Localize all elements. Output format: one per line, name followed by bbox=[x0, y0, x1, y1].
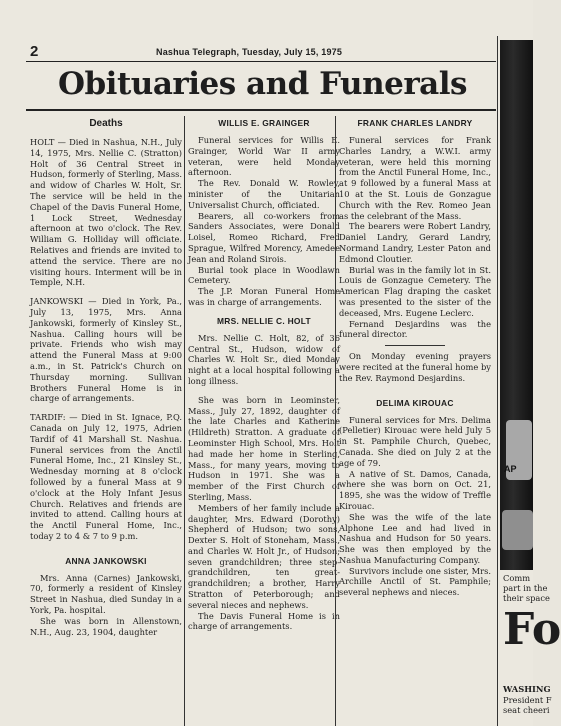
obit-heading-kirouac: DELIMA KIROUAC bbox=[376, 397, 454, 408]
paragraph: Members of her family include a daughter, Mrs. Edward (Dorothy) Shepherd of Hudson; two sons, Dexter S. Holt of Stoneham, Mass., and Charles W. Holt Jr., of Hudson; seven grandchildren; three step-grandchildren, ten great-grandchildren; a brother, Harry Stratton of Peterborough; and several nieces and nephews. bbox=[188, 502, 340, 610]
notice-holt: HOLT — Died in Nashua, N.H., July 14, 1975, Mrs. Nellie C. (Stratton) Holt of 36 Central Street in Hudson, formerly of Sterling, Mass. and widow of Charles W. Holt, Sr. The service will be held in the Chapel of the Davis Funeral Home, 1 Lock Street, Wednesday afternoon at two o'clock. The Rev. William G. Holliday will officiate. Relatives and friends are invited to attend the service. There are no visiting hours. Interment will be in Temple, N.H. bbox=[30, 137, 182, 288]
adjacent-line: President F bbox=[503, 694, 552, 705]
paragraph: She was the wife of the late Alphone Lee and had lived in Nashua and Hudson for 50 years. She was then employed by the Nashua Manufacturing Company. bbox=[339, 511, 491, 565]
notice-jankowski: JANKOWSKI — Died in York, Pa., July 13, 1975, Mrs. Anna Jankowski, formerly of Kinsley St., Nashua. Calling hours will be private. Friends who wish may attend the Funeral Mass at 9:00 a.m., in St. Patrick's Church on Thursday morning. Sullivan Brothers Funeral Home is in charge of arrangements. bbox=[30, 296, 182, 404]
adjacent-body bbox=[503, 684, 552, 716]
obit-heading-holt: MRS. NELLIE C. HOLT bbox=[217, 315, 311, 326]
paragraph: Burial took place in Woodlawn Cemetery. bbox=[188, 264, 340, 286]
paragraph: Fernand Desjardins was the funeral director. bbox=[339, 318, 491, 340]
header-rule bbox=[26, 61, 496, 62]
adjacent-headline: Fo bbox=[503, 604, 561, 655]
short-rule bbox=[385, 345, 445, 346]
section-heading: Deaths bbox=[89, 118, 123, 129]
page-title: Obituaries and Funerals bbox=[58, 66, 467, 102]
paragraph: She was born in Leominster, Mass., July 27, 1892, daughter of the late Charles and Katherine (Hildreth) Stratton. A graduate of Leominster High School, Mrs. Holt had made her home in Sterling, Mass., for many years, moving to Hudson in 1971. She was a member of the First Church of Sterling, Mass. bbox=[188, 394, 340, 502]
paragraph: She was born in Allenstown, N.H., Aug. 23, 1904, daughter bbox=[30, 615, 182, 637]
obit-heading-grainger: WILLIS E. GRAINGER bbox=[218, 118, 310, 128]
title-rule bbox=[26, 109, 496, 111]
photo-caption: Comm bbox=[503, 573, 531, 583]
obit-heading-jankowski: ANNA JANKOWSKI bbox=[65, 555, 147, 566]
photo-caption: their space bbox=[503, 593, 550, 603]
notice-tardif: TARDIF: — Died in St. Ignace, P.Q. Canada on July 12, 1975, Adrien Tardif of 41 Marshall St. Nashua. Funeral services from the Anctil Funeral Home, Inc., 21 Kinsley St., Wednesday morning at 8 o'clock followed by a funeral Mass at 9 o'clock at the Holy Infant Jesus Church. Relatives and friends are invited to attend. Calling hours at the Anctil Funeral Home, Inc., today 2 to 4 & 7 to 9 p.m. bbox=[30, 412, 182, 541]
column-landry-kirouac bbox=[339, 118, 491, 598]
paragraph: Survivors include one sister, Mrs. Archille Anctil of St. Pamphile; several nephews and nieces. bbox=[339, 565, 491, 598]
column-grainger-holt bbox=[188, 118, 340, 632]
paragraph: A native of St. Damos, Canada, where she was born on Oct. 21, 1895, she was the widow of Treffle Kirouac. bbox=[339, 468, 491, 511]
page-number: 2 bbox=[30, 43, 39, 60]
paragraph: The Rev. Donald W. Rowley, minister of the Unitarian Universalist Church, officiated. bbox=[188, 178, 340, 210]
adjacent-line: WASHING bbox=[503, 684, 551, 694]
paragraph: Bearers, all co-workers from Sanders Associates, were Donald Loisel, Romeo Richard, Fred Sprague, Wilfred Morency, Amedee Jean and Roland Sirois. bbox=[188, 210, 340, 264]
photo-caption: part in the bbox=[503, 583, 548, 593]
column-divider bbox=[184, 116, 185, 726]
adjacent-line: seat cheeri bbox=[503, 705, 550, 715]
column-deaths bbox=[30, 118, 182, 637]
paragraph: Funeral services for Frank Charles Landry, a W.W.I. army veteran, were held this morning from the Anctil Funeral Home, Inc., at 9 followed by a funeral Mass at 10 at the St. Louis de Gonzague Church with the Rev. Romeo Jean as the celebrant of the Mass. bbox=[339, 135, 491, 221]
column-divider bbox=[335, 116, 336, 726]
paragraph: The bearers were Robert Landry, Daniel Landry, Gerard Landry, Normand Landry, Lester Paton and Edmond Cloutier. bbox=[339, 221, 491, 264]
paragraph: Funeral services for Willis E. Grainger, World War II army veteran, were held Monday afternoon. bbox=[188, 135, 340, 178]
paragraph: Mrs. Anna (Carnes) Jankowski, 70, formerly a resident of Kinsley Street in Nashua, died Sunday in a York, Pa. hospital. bbox=[30, 572, 182, 616]
column-divider bbox=[497, 36, 498, 726]
paragraph: The J.P. Moran Funeral Home was in charge of arrangements. bbox=[188, 286, 340, 307]
page-header bbox=[26, 43, 496, 61]
news-photo bbox=[500, 40, 533, 570]
photo-text: AP bbox=[504, 464, 517, 474]
paragraph: Burial was in the family lot in St. Louis de Gonzague Cemetery. The American Flag draping the casket was presented to the sister of the deceased, Mrs. Eugene Leclerc. bbox=[339, 264, 491, 318]
paragraph: Funeral services for Mrs. Delima (Pelletier) Kirouac were held July 5 in St. Pamphile Church, Quebec, Canada. She died on July 2 at the age of 79. bbox=[339, 414, 491, 468]
paragraph: On Monday evening prayers were recited at the funeral home by the Rev. Raymond Desjardins. bbox=[339, 351, 491, 383]
paragraph: The Davis Funeral Home is in charge of arrangements. bbox=[188, 610, 340, 632]
obit-heading-landry: FRANK CHARLES LANDRY bbox=[357, 118, 473, 128]
paper-dateline: Nashua Telegraph, Tuesday, July 15, 1975 bbox=[156, 47, 343, 57]
paragraph: Mrs. Nellie C. Holt, 82, of 36 Central St., Hudson, widow of Charles W. Holt Sr., died Monday night at a local hospital following a long illness. bbox=[188, 332, 340, 386]
